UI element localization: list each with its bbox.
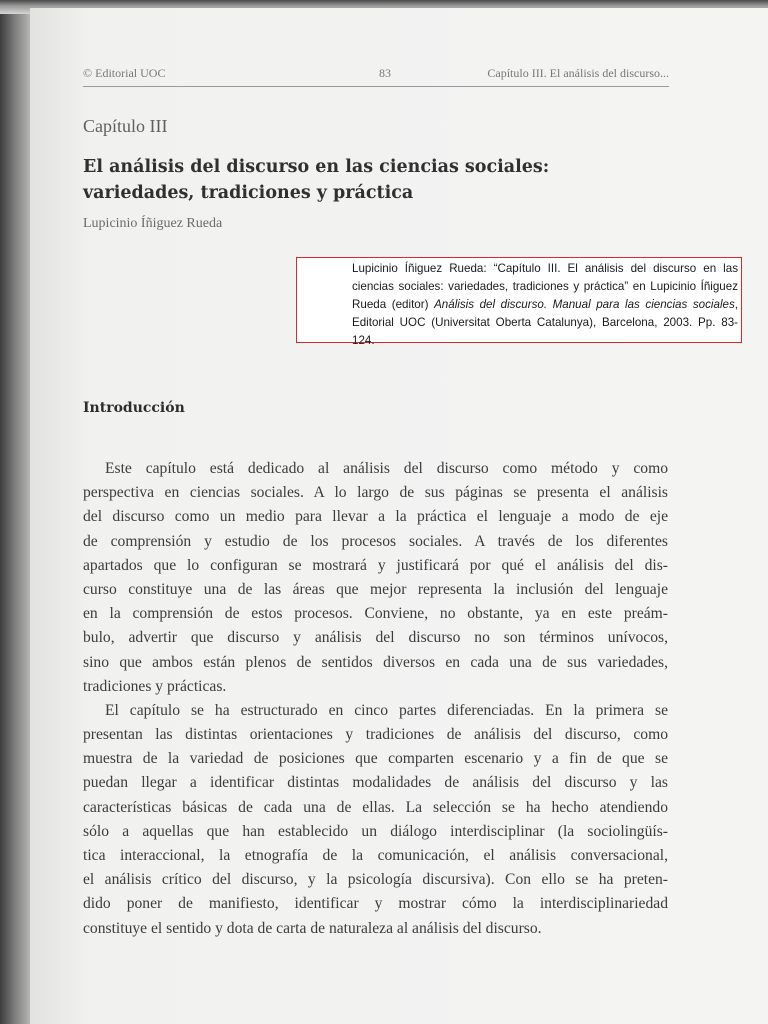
paragraph-line: el análisis crítico del discurso, y la psicología discursiva). Con ello se ha preten- (83, 871, 668, 889)
chapter-label: Capítulo III (83, 116, 168, 136)
paragraph-line: perspectiva en ciencias sociales. A lo largo de sus páginas se presenta el análisis (83, 484, 668, 502)
paragraph-line: constituye el sentido y dota de carta de naturaleza al análisis del discurso. (83, 919, 542, 937)
paragraph-line: presentan las distintas orientaciones y tradiciones de análisis del discurso, como (83, 726, 668, 744)
citation-part-2: , Editorial UOC (Universitat Oberta Catalunya), Barcelona, 2003. Pp. 83-124. (352, 298, 738, 347)
citation-part-1: Lupicinio Íñiguez Rueda: “Capítulo III. El análisis del discurso en las ciencias sociales: variedades, tradiciones y práctica” en Lupicinio Íñiguez Rueda (editor) (352, 262, 738, 311)
paragraph-line: puedan llegar a identificar distintas modalidades de análisis del discurso y las (83, 774, 668, 792)
paragraph-line: bulo, advertir que discurso y análisis del discurso no son términos unívocos, (83, 629, 668, 647)
paragraph-line: muestra de la variedad de posiciones que comparten escenario y a fin de que se (83, 750, 668, 768)
citation-text (300, 260, 738, 350)
citation-box (296, 257, 742, 347)
page-number: 83 (379, 66, 391, 80)
paragraph-line: del discurso como un medio para llevar a la práctica el lenguaje a modo de eje (83, 508, 668, 526)
running-chapter-title: Capítulo III. El análisis del discurso... (487, 66, 669, 80)
publisher-label: © Editorial UOC (83, 66, 166, 80)
chapter-title-line-2: variedades, tradiciones y práctica (83, 183, 414, 203)
chapter-title-line-1: El análisis del discurso en las ciencias sociales: (83, 157, 550, 177)
paragraph-line: características básicas de cada una de ellas. La selección se ha hecho atendiendo (83, 798, 668, 816)
body-text (83, 457, 668, 941)
paragraph-line: de comprensión y estudio de los procesos sociales. A través de los diferentes (83, 532, 668, 550)
chapter-author: Lupicinio Íñiguez Rueda (83, 216, 223, 231)
paragraph-line: curso constituye una de las áreas que mejor representa la inclusión del lenguaje (83, 580, 668, 598)
chapter-title (83, 154, 643, 206)
paragraph-line: sólo a aquellas que han establecido un diálogo interdisciplinar (la sociolingüís- (83, 822, 668, 840)
paragraph-line: dido poner de manifiesto, identificar y mostrar cómo la interdisciplinariedad (83, 895, 668, 913)
paragraph-line: apartados que lo configuran se mostrará y justificará por qué el análisis del dis- (83, 556, 668, 574)
paragraph-line: en la comprensión de estos procesos. Conviene, no obstante, ya en este preám- (83, 605, 668, 623)
paragraph-line: tradiciones y prácticas. (83, 677, 227, 695)
running-head (83, 66, 669, 87)
paragraph-line: Este capítulo está dedicado al análisis del discurso como método y como (105, 460, 668, 477)
citation-book-title: Análisis del discurso. Manual para las ciencias sociales (434, 298, 735, 311)
paragraph-line: tica interaccional, la etnografía de la comunicación, el análisis conversacional, (83, 847, 668, 864)
section-heading: Introducción (83, 400, 185, 416)
paragraph-line: El capítulo se ha estructurado en cinco partes diferenciadas. En la primera se (105, 701, 668, 719)
paragraph-line: sino que ambos están plenos de sentidos diversos en cada una de sus variedades, (83, 653, 668, 671)
